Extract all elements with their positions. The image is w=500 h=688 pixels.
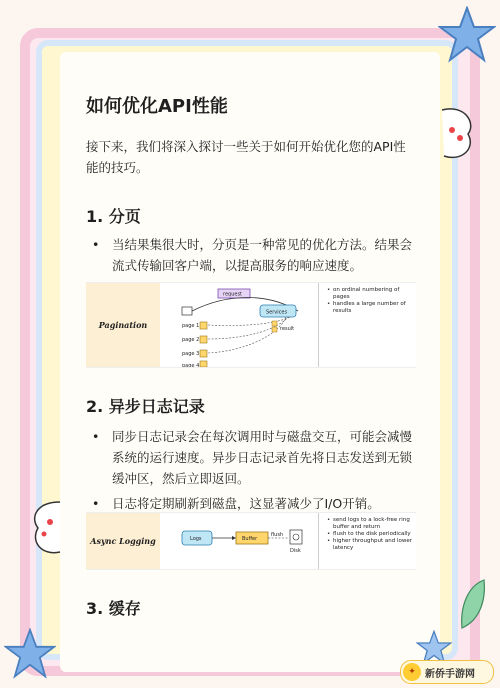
disk-icon xyxy=(290,530,302,544)
note-item: • send logs to a lock-free ring buffer and return xyxy=(327,517,416,531)
watermark-logo xyxy=(400,660,494,684)
note-item: • flush to the disk periodically xyxy=(327,531,416,538)
result-block xyxy=(272,327,277,332)
result-arrow xyxy=(208,317,290,326)
client-icon xyxy=(182,307,192,315)
leaf-decoration xyxy=(458,576,488,632)
watermark-text: 新侨手游网 xyxy=(425,668,475,680)
buffer-label: Buffer xyxy=(242,536,258,542)
page-label: page 1 xyxy=(182,323,200,329)
page-label: page 4 xyxy=(182,363,200,367)
page-block xyxy=(200,361,207,367)
cloud-face-decoration-left xyxy=(30,498,64,558)
async-logging-flow-svg xyxy=(168,513,318,569)
result-label: result xyxy=(280,326,295,332)
page-block xyxy=(200,336,207,343)
note-item: • handles a large number of results xyxy=(327,301,416,315)
page-title: 如何优化API性能 xyxy=(86,96,228,117)
list-item: • 当结果集很大时，分页是一种常见的优化方法。结果会流式传输回客户端，以提高服务的响应速度。 xyxy=(92,234,418,276)
star-decoration-top-right xyxy=(438,6,496,64)
section-heading-pagination: 1. 分页 xyxy=(86,207,141,226)
async-logging-diagram xyxy=(86,512,416,570)
logs-label: Logs xyxy=(190,536,202,542)
result-block xyxy=(272,321,277,326)
note-item: • on ordinal numbering of pages xyxy=(327,287,416,301)
diagram-label: Pagination xyxy=(86,283,160,367)
note-item: • higher throughput and lower latency xyxy=(327,538,416,552)
list-item: • 日志将定期刷新到磁盘，这显著减少了I/O开销。 xyxy=(92,493,418,514)
diagram-label: Async Logging xyxy=(86,513,160,569)
intro-paragraph: 接下来，我们将深入探讨一些关于如何开始优化您的API性能的技巧。 xyxy=(86,139,406,175)
page-block xyxy=(200,350,207,357)
section-heading-caching: 3. 缓存 xyxy=(86,599,141,618)
list-item: • 同步日志记录会在每次调用时与磁盘交互，可能会减慢系统的运行速度。异步日志记录首先将日志发送到无锁缓冲区，然后立即返回。 xyxy=(92,426,418,489)
async-logging-bullet-list xyxy=(92,426,418,518)
pagination-flow-svg xyxy=(168,283,318,367)
request-label: request xyxy=(223,291,243,298)
pagination-bullet-list xyxy=(92,234,418,280)
page-label: page 3 xyxy=(182,351,200,357)
game-controller-icon: ✦ xyxy=(403,663,421,681)
pagination-notes xyxy=(318,283,416,367)
services-label: Services xyxy=(266,309,288,316)
flush-label: flush xyxy=(271,532,284,538)
pagination-diagram xyxy=(86,282,416,368)
async-logging-notes xyxy=(318,513,416,569)
page-block xyxy=(200,322,207,329)
section-heading-async-logging: 2. 异步日志记录 xyxy=(86,397,205,416)
page-label: page 2 xyxy=(182,337,200,343)
disk-label: Disk xyxy=(290,548,301,554)
cloud-face-decoration-right xyxy=(436,104,476,164)
star-decoration-bottom-left xyxy=(4,628,56,680)
